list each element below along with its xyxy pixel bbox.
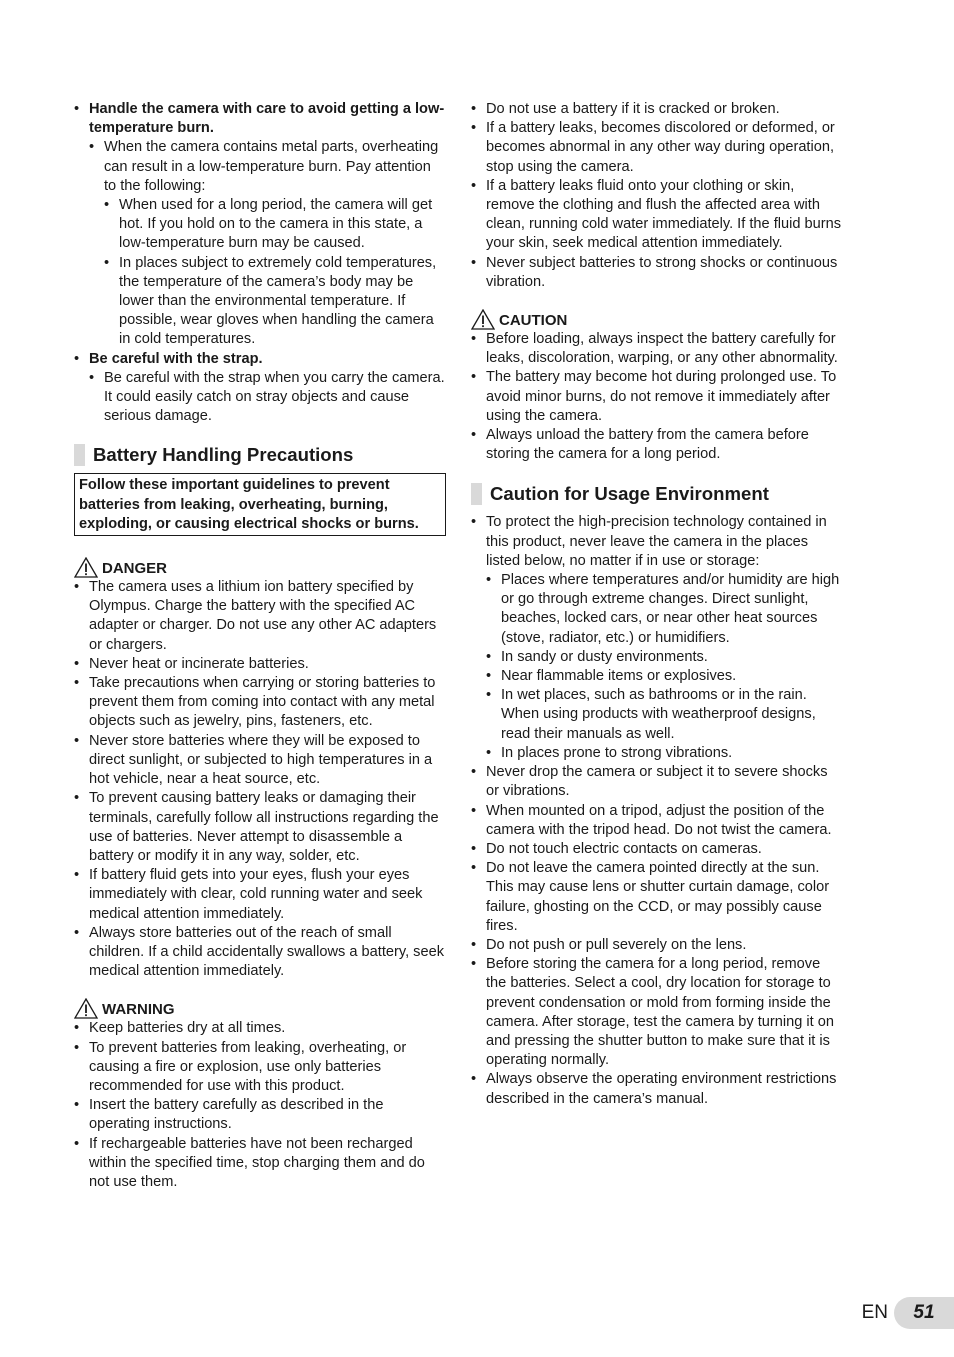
page-footer bbox=[862, 1297, 954, 1329]
sub-list bbox=[89, 138, 446, 349]
list-item: • Places where temperatures and/or humidity are high or go through extreme changes. Direct sunlight, beaches, locked cars, or near other heat sources (stove, radiator, etc.) or humidifiers. bbox=[486, 571, 843, 648]
list-item: • If battery fluid gets into your eyes, flush your eyes immediately with clear, cold running water and seek medical attention immediately. bbox=[74, 866, 446, 924]
list-item bbox=[89, 138, 446, 349]
environment-list bbox=[471, 513, 843, 763]
intro-list bbox=[74, 100, 446, 426]
list-item: • When mounted on a tripod, adjust the position of the camera with the tripod head. Do not twist the camera. bbox=[471, 802, 843, 840]
page-number: 51 bbox=[894, 1297, 954, 1329]
list-item: • Before storing the camera for a long period, remove the batteries. Select a cool, dry location for storage to prevent condensation or mold from forming inside the camera. After storage, test the camera by turning it on and pressing the shutter button to make sure that it is operating normally. bbox=[471, 955, 843, 1070]
section-marker bbox=[74, 444, 85, 466]
sub-sub-list bbox=[104, 196, 446, 350]
list-item: • Do not touch electric contacts on cameras. bbox=[471, 840, 843, 859]
section-title: Battery Handling Precautions bbox=[93, 444, 354, 466]
list-item: • To prevent causing battery leaks or damaging their terminals, carefully follow all instructions regarding the use of batteries. Never attempt to disassemble a battery or modify it in any way, solder, etc. bbox=[74, 789, 446, 866]
caution-heading bbox=[471, 309, 843, 330]
list-item: • Never heat or incinerate batteries. bbox=[74, 655, 446, 674]
section-title: Caution for Usage Environment bbox=[490, 483, 769, 505]
list-item: • Do not leave the camera pointed directly at the sun. This may cause lens or shutter curtain damage, color failure, ghosting on the CCD, or may possibly cause fires. bbox=[471, 859, 843, 936]
left-column bbox=[74, 100, 446, 1192]
section-heading-environment bbox=[471, 483, 843, 505]
bullet-heading: Be careful with the strap. bbox=[89, 350, 263, 367]
danger-heading bbox=[74, 557, 446, 578]
list-item: • Before loading, always inspect the battery carefully for leaks, discoloration, warping, or any other abnormality. bbox=[471, 330, 843, 368]
bullet-heading: Handle the camera with care to avoid getting a low-temperature burn. bbox=[89, 101, 445, 137]
list-item: • In places prone to strong vibrations. bbox=[486, 744, 843, 763]
warning-list bbox=[74, 1019, 446, 1192]
list-item: • Do not push or pull severely on the lens. bbox=[471, 936, 843, 955]
bullet-text: To protect the high-precision technology contained in this product, never leave the camera in the places listed below, no matter if in use or storage: bbox=[486, 514, 827, 569]
environment-sub-list bbox=[486, 571, 843, 763]
list-item: • Do not use a battery if it is cracked or broken. bbox=[471, 100, 843, 119]
list-item: • Never drop the camera or subject it to severe shocks or vibrations. bbox=[471, 763, 843, 801]
list-item: • If rechargeable batteries have not been recharged within the specified time, stop charging them and do not use them. bbox=[74, 1135, 446, 1193]
list-item: • Always store batteries out of the reach of small children. If a child accidentally swallows a battery, seek medical attention immediately. bbox=[74, 924, 446, 982]
list-item: • To prevent batteries from leaking, overheating, or causing a fire or explosion, use only batteries recommended for use with this product. bbox=[74, 1039, 446, 1097]
list-item: • Keep batteries dry at all times. bbox=[74, 1019, 446, 1038]
danger-list bbox=[74, 578, 446, 981]
list-item: • Take precautions when carrying or storing batteries to prevent them from coming into contact with any metal objects such as jewelry, pins, fasteners, etc. bbox=[74, 674, 446, 732]
section-heading-battery bbox=[74, 444, 446, 466]
caution-list bbox=[471, 330, 843, 464]
warning-continued-list bbox=[471, 100, 843, 292]
list-item: • Never subject batteries to strong shocks or continuous vibration. bbox=[471, 254, 843, 292]
list-item: • In places subject to extremely cold temperatures, the temperature of the camera’s body may be lower than the environmental temperature. If possible, wear gloves when handling the camera in cold temperatures. bbox=[104, 254, 446, 350]
right-column bbox=[471, 100, 843, 1109]
list-item bbox=[74, 100, 446, 350]
list-item: • Always observe the operating environment restrictions described in the camera’s manual. bbox=[471, 1070, 843, 1108]
language-code: EN bbox=[861, 1302, 888, 1324]
section-marker bbox=[471, 483, 482, 505]
list-item bbox=[74, 350, 446, 427]
caution-label: CAUTION bbox=[499, 311, 568, 329]
list-item: • When used for a long period, the camera will get hot. If you hold on to the camera in this state, a low-temperature burn may be caused. bbox=[104, 196, 446, 254]
notice-box: Follow these important guidelines to prevent batteries from leaking, overheating, burning, exploding, or causing electrical shocks or burns. bbox=[74, 473, 446, 536]
warning-triangle-icon bbox=[471, 309, 495, 330]
warning-label: WARNING bbox=[102, 1001, 175, 1019]
list-item bbox=[471, 513, 843, 763]
list-item: • If a battery leaks fluid onto your clothing or skin, remove the clothing and flush the affected area with clean, running cold water immediately. If the fluid burns your skin, seek medical attention immediately. bbox=[471, 177, 843, 254]
bullet-text: When the camera contains metal parts, overheating can result in a low-temperature burn. Pay attention to the following: bbox=[104, 139, 439, 194]
list-item: • The camera uses a lithium ion battery specified by Olympus. Charge the battery with the specified AC adapter or charger. Do not use any other AC adapters or chargers. bbox=[74, 578, 446, 655]
list-item: • Always unload the battery from the camera before storing the camera for a long period. bbox=[471, 426, 843, 464]
list-item: • In sandy or dusty environments. bbox=[486, 648, 843, 667]
danger-label: DANGER bbox=[102, 559, 168, 577]
list-item: • In wet places, such as bathrooms or in the rain. When using products with weatherproof designs, read their manuals as well. bbox=[486, 686, 843, 744]
list-item: • Be careful with the strap when you carry the camera. It could easily catch on stray objects and cause serious damage. bbox=[89, 369, 446, 427]
list-item: • Near flammable items or explosives. bbox=[486, 667, 843, 686]
warning-triangle-icon bbox=[74, 998, 98, 1019]
environment-rest-list bbox=[471, 763, 843, 1109]
list-item: • The battery may become hot during prolonged use. To avoid minor burns, do not remove it immediately after using the camera. bbox=[471, 368, 843, 426]
warning-heading bbox=[74, 998, 446, 1019]
warning-triangle-icon bbox=[74, 557, 98, 578]
sub-list bbox=[89, 369, 446, 427]
list-item: • Insert the battery carefully as described in the operating instructions. bbox=[74, 1096, 446, 1134]
list-item: • If a battery leaks, becomes discolored or deformed, or becomes abnormal in any other way during operation, stop using the camera. bbox=[471, 119, 843, 177]
list-item: • Never store batteries where they will be exposed to direct sunlight, or subjected to high temperatures in a hot vehicle, near a heat source, etc. bbox=[74, 732, 446, 790]
